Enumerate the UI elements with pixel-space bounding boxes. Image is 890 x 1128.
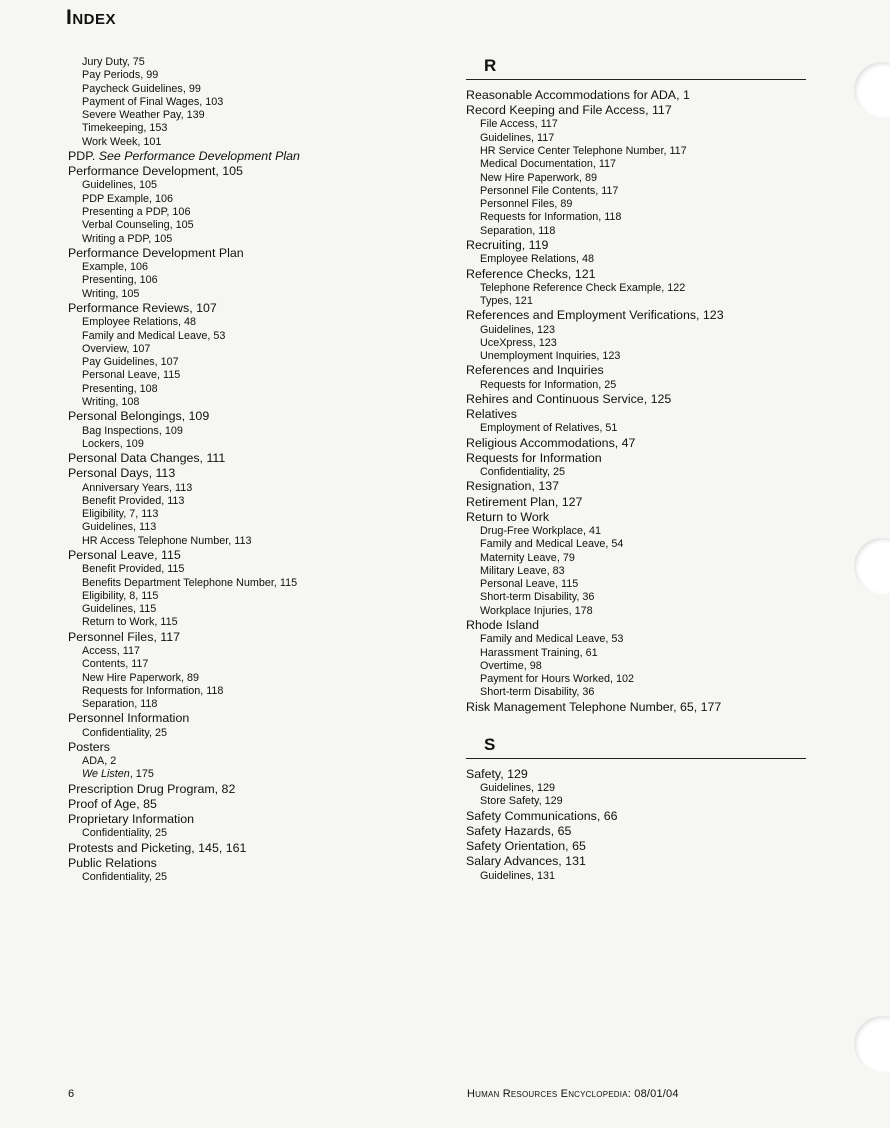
entry-text: Unemployment Inquiries, 123 <box>480 350 621 363</box>
entry-text: Guidelines, 113 <box>82 521 157 534</box>
index-subentry <box>68 603 448 616</box>
entry-text: Guidelines, 115 <box>82 603 157 616</box>
index-subentry <box>466 118 811 131</box>
index-subentry <box>68 616 448 629</box>
index-subentry <box>68 96 448 109</box>
entry-text: Guidelines, 131 <box>480 869 556 882</box>
entry-text: Requests for Information, 25 <box>480 378 617 391</box>
index-subentry <box>466 525 811 538</box>
index-column-right <box>466 56 811 883</box>
index-entry <box>466 824 811 839</box>
entry-text: Separation, 118 <box>82 698 158 711</box>
entry-text: New Hire Paperwork, 89 <box>82 671 200 684</box>
index-entry <box>466 809 811 824</box>
index-subentry <box>68 136 448 149</box>
entry-text: Religious Accommodations, 47 <box>466 435 636 450</box>
entry-text: References and Employment Verifications, 123 <box>466 308 724 323</box>
index-subentry <box>68 685 448 698</box>
index-subentry <box>68 383 448 396</box>
index-subentry <box>68 396 448 409</box>
index-subentry <box>68 206 448 219</box>
index-subentry <box>68 56 448 69</box>
entry-text: Retirement Plan, 127 <box>466 494 583 509</box>
entry-text: Jury Duty, 75 <box>82 56 145 68</box>
index-entry <box>68 451 448 466</box>
entry-text: Requests for Information, 118 <box>480 211 622 224</box>
entry-text: Paycheck Guidelines, 99 <box>82 82 201 95</box>
entry-text: Overview, 107 <box>82 342 151 355</box>
index-subentry <box>68 698 448 711</box>
entry-text: Workplace Injuries, 178 <box>480 604 593 617</box>
entry-text: Safety Orientation, 65 <box>466 839 586 854</box>
entry-text: Guidelines, 129 <box>480 782 556 795</box>
index-subentry <box>68 316 448 329</box>
entry-text: HR Service Center Telephone Number, 117 <box>480 145 687 157</box>
entry-text: Bag Inspections, 109 <box>82 424 183 437</box>
index-subentry <box>68 425 448 438</box>
entry-text: Confidentiality, 25 <box>82 827 168 840</box>
index-subentry <box>68 83 448 96</box>
entry-text: Drug-Free Workplace, 41 <box>480 524 602 537</box>
entry-text: Benefit Provided, 113 <box>82 494 185 507</box>
index-entry <box>466 479 811 494</box>
entry-text: Employee Relations, 48 <box>480 253 595 266</box>
entry-text: Reasonable Accommodations for ADA, 1 <box>466 88 690 102</box>
index-entry <box>68 841 448 856</box>
index-entry <box>68 164 448 179</box>
index-subentry <box>466 795 811 808</box>
index-subentry <box>466 350 811 363</box>
entry-text: Lockers, 109 <box>82 437 144 450</box>
index-subentry <box>68 261 448 274</box>
index-entry <box>68 466 448 481</box>
index-subentry <box>68 645 448 658</box>
entry-text: Personal Leave, 115 <box>68 548 181 563</box>
index-entry <box>68 630 448 645</box>
index-entry <box>466 700 811 715</box>
index-subentry <box>68 768 448 781</box>
index-subentry <box>466 660 811 673</box>
entry-text: Timekeeping, 153 <box>82 122 168 135</box>
entry-text: Recruiting, 119 <box>466 238 549 253</box>
entry-text: Benefits Department Telephone Number, 115 <box>82 576 298 589</box>
index-subentry <box>68 672 448 685</box>
entry-text: Performance Reviews, 107 <box>68 301 217 316</box>
entry-text: Work Week, 101 <box>82 135 162 148</box>
index-entry <box>68 782 448 797</box>
entry-text: Guidelines, 117 <box>480 131 555 144</box>
entry-text: Access, 117 <box>82 644 141 657</box>
entry-text: Employment of Relatives, 51 <box>480 422 618 435</box>
entry-text: Guidelines, 123 <box>480 323 556 336</box>
index-subentry <box>68 535 448 548</box>
entry-text: Protests and Picketing, 145, 161 <box>68 840 247 855</box>
index-subentry <box>68 755 448 768</box>
entry-text: Personal Belongings, 109 <box>68 409 210 424</box>
entry-text: Guidelines, 105 <box>82 179 158 192</box>
page-number: 6 <box>68 1088 75 1100</box>
index-subentry <box>466 633 811 646</box>
punch-hole <box>854 538 890 594</box>
index-entry <box>68 409 448 424</box>
index-entry <box>466 392 811 407</box>
entry-text: Reference Checks, 121 <box>466 266 596 281</box>
index-subentry <box>68 233 448 246</box>
index-subentry <box>466 337 811 350</box>
entry-text: Record Keeping and File Access, 117 <box>466 103 672 118</box>
entry-text: Pay Periods, 99 <box>82 69 159 82</box>
entry-text: Family and Medical Leave, 54 <box>480 538 624 551</box>
entry-text: Severe Weather Pay, 139 <box>82 109 205 122</box>
entry-text: Return to Work, 115 <box>82 616 178 629</box>
index-subentry <box>68 727 448 740</box>
index-entry <box>466 510 811 525</box>
entry-text: Personnel File Contents, 117 <box>480 184 619 197</box>
entry-text: Personnel Files, 89 <box>480 198 573 211</box>
index-subentry <box>466 647 811 660</box>
entry-text: Separation, 118 <box>480 224 556 237</box>
index-entry <box>466 363 811 378</box>
entry-text: Short-term Disability, 36 <box>480 686 595 699</box>
index-subentry <box>68 508 448 521</box>
entry-text: Personal Leave, 115 <box>480 578 579 591</box>
index-subentry <box>466 538 811 551</box>
entry-text: Employee Relations, 48 <box>82 316 197 329</box>
index-entry <box>68 856 448 871</box>
index-subentry <box>466 605 811 618</box>
index-subentry <box>68 193 448 206</box>
entry-text: Confidentiality, 25 <box>82 871 168 884</box>
entry-text: Contents, 117 <box>82 658 149 671</box>
entry-text: PDP Example, 106 <box>82 192 174 205</box>
index-subentry <box>68 69 448 82</box>
entry-text: References and Inquiries <box>466 363 604 378</box>
entry-text: Medical Documentation, 117 <box>480 158 617 171</box>
entry-text: Example, 106 <box>82 261 149 274</box>
entry-text: Requests for Information <box>466 450 602 465</box>
entry-text: Rehires and Continuous Service, 125 <box>466 391 672 406</box>
entry-text: New Hire Paperwork, 89 <box>480 171 598 184</box>
index-subentry <box>68 369 448 382</box>
index-entry <box>466 88 811 103</box>
index-subentry <box>68 219 448 232</box>
entry-text: Payment for Hours Worked, 102 <box>480 673 635 686</box>
entry-text: Verbal Counseling, 105 <box>82 219 194 232</box>
index-subentry <box>466 591 811 604</box>
entry-text: Military Leave, 83 <box>480 564 565 577</box>
entry-italic-text: We Listen <box>82 768 130 781</box>
entry-text: Confidentiality, 25 <box>82 726 168 739</box>
entry-text: Prescription Drug Program, 82 <box>68 781 236 796</box>
index-subentry <box>68 827 448 840</box>
index-entry <box>466 767 811 782</box>
footer-title: Human Resources Encyclopedia: 08/01/04 <box>467 1088 679 1100</box>
entry-text: Personnel Files, 117 <box>68 629 181 644</box>
section-letter-heading: R <box>466 56 806 80</box>
index-entry <box>466 238 811 253</box>
entry-text: Return to Work <box>466 509 550 524</box>
index-subentry <box>68 482 448 495</box>
index-entry <box>68 149 448 164</box>
index-subentry <box>68 658 448 671</box>
entry-text: Overtime, 98 <box>480 659 542 672</box>
index-entry <box>68 246 448 261</box>
index-entry <box>466 267 811 282</box>
index-subentry <box>68 438 448 451</box>
entry-text: Pay Guidelines, 107 <box>82 356 179 369</box>
entry-text: Anniversary Years, 113 <box>82 481 193 494</box>
index-entry <box>466 308 811 323</box>
entry-text: Eligibility, 7, 113 <box>82 508 159 521</box>
entry-text: Maternity Leave, 79 <box>480 551 575 564</box>
punch-hole <box>854 1016 890 1072</box>
index-subentry <box>466 578 811 591</box>
index-subentry <box>466 422 811 435</box>
index-subentry <box>466 211 811 224</box>
entry-text: Performance Development Plan <box>68 245 244 260</box>
entry-text: Family and Medical Leave, 53 <box>82 329 226 342</box>
index-entry <box>68 797 448 812</box>
page-title: Index <box>66 6 117 29</box>
entry-text: Salary Advances, 131 <box>466 854 586 869</box>
index-entry <box>466 436 811 451</box>
entry-text: Types, 121 <box>480 295 533 308</box>
entry-text: Risk Management Telephone Number, 65, 177 <box>466 699 722 714</box>
entry-text: Short-term Disability, 36 <box>480 591 595 604</box>
entry-text: UceXpress, 123 <box>480 336 557 349</box>
index-entry <box>466 103 811 118</box>
index-subentry <box>68 288 448 301</box>
entry-text: Presenting, 108 <box>82 382 158 395</box>
entry-text: ADA, 2 <box>82 755 117 768</box>
index-subentry <box>466 225 811 238</box>
index-column-left <box>68 56 448 884</box>
index-subentry <box>466 552 811 565</box>
entry-text: Resignation, 137 <box>466 479 559 494</box>
index-subentry <box>466 673 811 686</box>
entry-text: Proprietary Information <box>68 812 195 827</box>
entry-text: Safety Hazards, 65 <box>466 823 572 838</box>
index-entry <box>466 451 811 466</box>
index-subentry <box>466 145 811 158</box>
index-entry <box>466 495 811 510</box>
entry-text: File Access, 117 <box>480 118 558 131</box>
entry-text: Family and Medical Leave, 53 <box>480 633 624 646</box>
index-subentry <box>466 198 811 211</box>
index-subentry <box>466 379 811 392</box>
entry-text: Benefit Provided, 115 <box>82 563 185 576</box>
index-entry <box>466 618 811 633</box>
entry-text: PDP. <box>68 149 99 164</box>
index-entry <box>68 812 448 827</box>
entry-text: Personal Data Changes, 111 <box>68 451 226 466</box>
index-subentry <box>68 343 448 356</box>
index-entry <box>68 548 448 563</box>
entry-text: Personal Leave, 115 <box>82 369 181 382</box>
index-subentry <box>466 185 811 198</box>
index-subentry <box>68 563 448 576</box>
entry-text: Safety Communications, 66 <box>466 808 618 823</box>
index-entry <box>68 740 448 755</box>
entry-text: Personnel Information <box>68 711 190 726</box>
index-subentry <box>466 158 811 171</box>
index-entry <box>466 854 811 869</box>
index-subentry <box>466 132 811 145</box>
section-letter-heading: S <box>466 735 806 759</box>
entry-text: Posters <box>68 739 111 754</box>
entry-text: Proof of Age, 85 <box>68 796 157 811</box>
index-subentry <box>68 871 448 884</box>
entry-text: Personal Days, 113 <box>68 466 176 481</box>
index-subentry <box>466 466 811 479</box>
index-subentry <box>68 109 448 122</box>
entry-text: Public Relations <box>68 855 157 870</box>
index-subentry <box>68 356 448 369</box>
entry-text: Safety, 129 <box>466 766 528 781</box>
entry-text: Rhode Island <box>466 618 540 633</box>
index-subentry <box>466 782 811 795</box>
index-subentry <box>68 122 448 135</box>
index-entry <box>466 839 811 854</box>
entry-text: Telephone Reference Check Example, 122 <box>480 281 686 294</box>
punch-hole <box>854 62 890 118</box>
index-subentry <box>466 282 811 295</box>
index-subentry <box>466 324 811 337</box>
index-subentry <box>68 179 448 192</box>
index-subentry <box>466 565 811 578</box>
entry-text: Payment of Final Wages, 103 <box>82 95 224 108</box>
entry-text: Relatives <box>466 407 517 422</box>
entry-text: Presenting a PDP, 106 <box>82 206 191 219</box>
entry-text: Requests for Information, 118 <box>82 684 224 697</box>
entry-text: Writing, 105 <box>82 287 140 300</box>
index-subentry <box>68 577 448 590</box>
index-subentry <box>68 521 448 534</box>
index-entry <box>68 301 448 316</box>
entry-text: Performance Development, 105 <box>68 164 243 179</box>
entry-text: Confidentiality, 25 <box>480 466 566 479</box>
index-subentry <box>68 330 448 343</box>
index-subentry <box>68 590 448 603</box>
entry-text: Writing a PDP, 105 <box>82 232 173 245</box>
index-entry <box>68 711 448 726</box>
index-subentry <box>466 295 811 308</box>
index-subentry <box>68 495 448 508</box>
entry-text: Store Safety, 129 <box>480 795 563 808</box>
index-subentry <box>68 274 448 287</box>
index-subentry <box>466 172 811 185</box>
index-subentry <box>466 870 811 883</box>
entry-text: Eligibility, 8, 115 <box>82 589 159 602</box>
entry-text: Writing, 108 <box>82 396 140 409</box>
index-subentry <box>466 253 811 266</box>
section-gap <box>466 715 811 735</box>
index-entry <box>466 407 811 422</box>
index-subentry <box>466 686 811 699</box>
entry-page-ref: , 175 <box>129 768 154 781</box>
entry-text: HR Access Telephone Number, 113 <box>82 534 252 547</box>
entry-italic-text: See Performance Development Plan <box>98 149 300 164</box>
entry-text: Harassment Training, 61 <box>480 646 598 659</box>
entry-text: Presenting, 106 <box>82 274 158 287</box>
